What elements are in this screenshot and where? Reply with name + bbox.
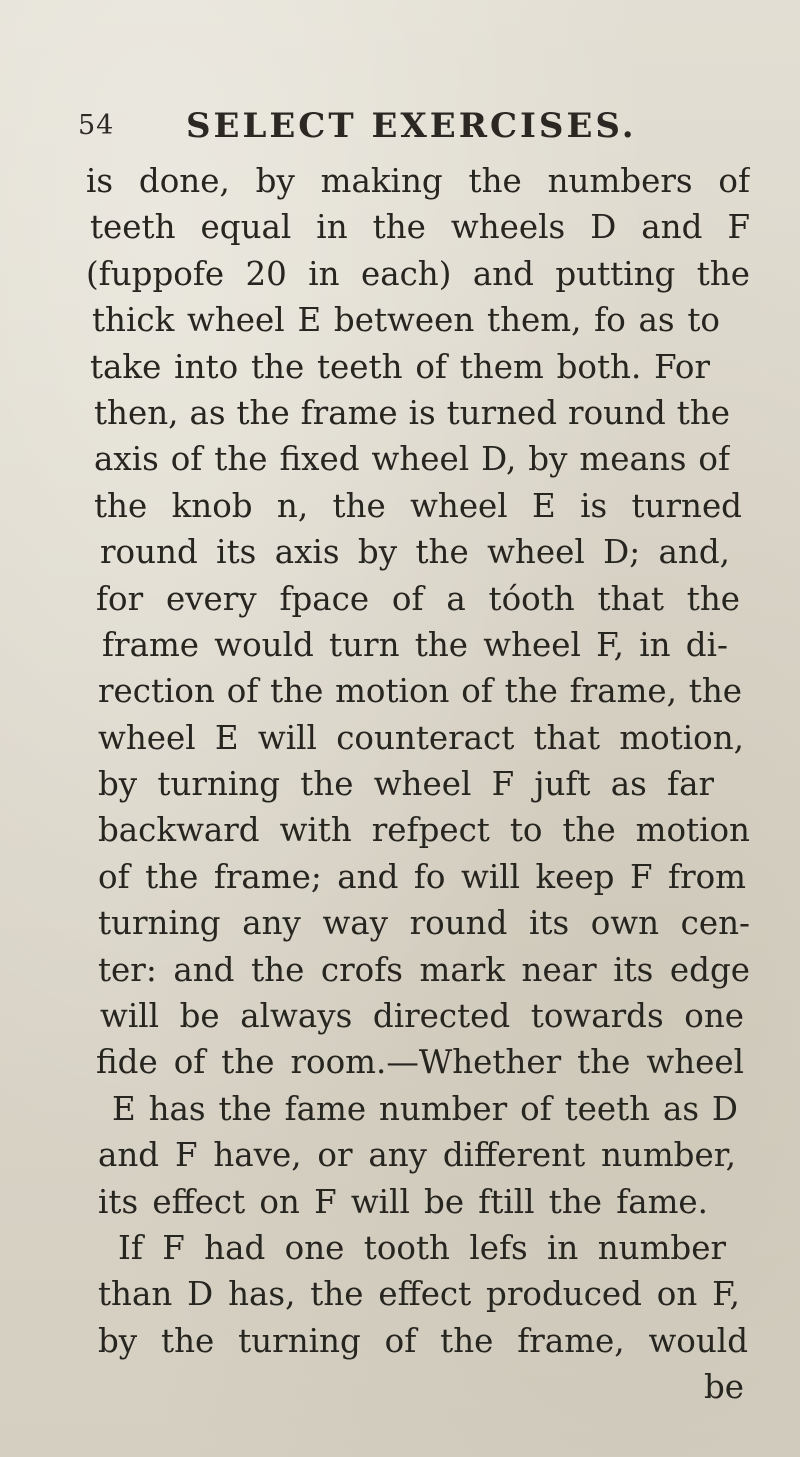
text-line-6: then, as the frame is turned round the (94, 393, 730, 432)
text-line-10: for every fpace of a tóoth that the (96, 579, 740, 618)
text-line-7: axis of the fixed wheel D, by means of (94, 440, 730, 479)
text-line-2: teeth equal in the wheels D and F (90, 208, 750, 247)
catchword: be (703, 1368, 744, 1407)
text-line-21: E has the fame number of teeth as D (112, 1089, 738, 1128)
text-line-18: ter: and the crofs mark near its edge (98, 950, 750, 989)
text-line-20: fide of the room.—Whether the wheel (96, 1043, 744, 1082)
text-line-23: its effect on F will be ftill the fame. (98, 1182, 708, 1221)
text-line-5: take into the teeth of them both. For (90, 347, 710, 386)
running-title: SELECT EXERCISES. (186, 106, 637, 146)
text-line-11: frame would turn the wheel F, in di- (102, 625, 728, 664)
text-line-24: If F had one tooth lefs in number (118, 1228, 726, 1267)
text-line-4: thick wheel E between them, fo as to (92, 301, 720, 340)
text-line-19: will be always directed towards one (100, 997, 744, 1036)
text-line-15: backward with refpect to the motion (98, 811, 750, 850)
text-line-9: round its axis by the wheel D; and, (100, 533, 730, 572)
text-line-17: turning any way round its own cen- (98, 904, 750, 943)
body-text (86, 158, 750, 1411)
text-line-22: and F have, or any different number, (98, 1136, 736, 1175)
text-line-26: by the turning of the frame, would (98, 1321, 748, 1360)
text-line-13: wheel E will counteract that motion, (98, 718, 744, 757)
text-line-12: rection of the motion of the frame, the (98, 672, 742, 711)
text-line-8: the knob n, the wheel E is turned (94, 486, 742, 525)
page-number: 54 (78, 110, 115, 141)
text-line-16: of the frame; and fo will keep F from (98, 857, 746, 896)
text-line-14: by turning the wheel F juft as far (98, 765, 714, 804)
text-line-25: than D has, the effect produced on F, (98, 1275, 740, 1314)
running-head (78, 106, 718, 156)
text-line-1: is done, by making the numbers of (86, 162, 750, 200)
text-line-3: (fuppofe 20 in each) and putting the (86, 254, 750, 293)
